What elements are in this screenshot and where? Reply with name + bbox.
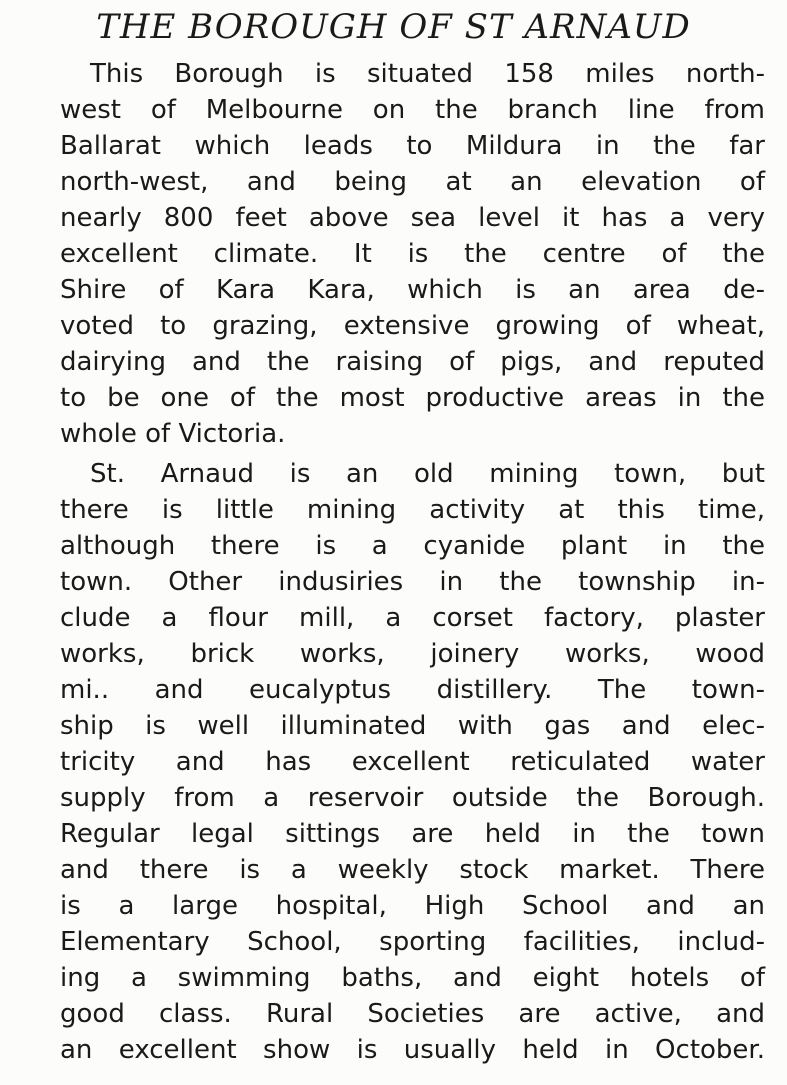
text-line: voted to grazing, extensive growing of wheat, <box>60 311 765 341</box>
text-line: supply from a reservoir outside the Borough. <box>60 783 765 813</box>
text-line: excellent climate. It is the centre of the <box>60 239 765 269</box>
text-line: nearly 800 feet above sea level it has a very <box>60 203 765 233</box>
text-line: west of Melbourne on the branch line from <box>60 95 765 125</box>
text-line: Regular legal sittings are held in the town <box>60 819 765 849</box>
text-line: This Borough is situated 158 miles north- <box>90 59 765 89</box>
paragraph-2 <box>30 456 765 1068</box>
text-line: dairying and the raising of pigs, and reputed <box>60 347 765 377</box>
text-line: north-west, and being at an elevation of <box>60 167 765 197</box>
text-line: St. Arnaud is an old mining town, but <box>90 459 765 489</box>
text-line: Elementary School, sporting facilities, includ- <box>60 927 765 957</box>
text-line: works, brick works, joinery works, wood <box>60 639 765 669</box>
article-body <box>30 56 765 1072</box>
text-line: tricity and has excellent reticulated water <box>60 747 765 777</box>
text-line: and there is a weekly stock market. There <box>60 855 765 885</box>
text-line: Ballarat which leads to Mildura in the far <box>60 131 765 161</box>
text-line: although there is a cyanide plant in the <box>60 531 765 561</box>
text-line: to be one of the most productive areas in the <box>60 383 765 413</box>
text-line: ship is well illuminated with gas and elec- <box>60 711 765 741</box>
text-line: town. Other indusiries in the township in- <box>60 567 765 597</box>
text-line: good class. Rural Societies are active, and <box>60 999 765 1029</box>
text-line: whole of Victoria. <box>60 419 286 449</box>
text-line: Shire of Kara Kara, which is an area de- <box>60 275 765 305</box>
paragraph-1 <box>30 56 765 452</box>
article-title: THE BOROUGH OF ST ARNAUD <box>96 7 691 47</box>
text-line: ing a swimming baths, and eight hotels of <box>60 963 765 993</box>
text-line: there is little mining activity at this time, <box>60 495 765 525</box>
text-line: clude a flour mill, a corset factory, plaster <box>60 603 765 633</box>
text-line: an excellent show is usually held in October. <box>60 1035 765 1065</box>
text-line: is a large hospital, High School and an <box>60 891 765 921</box>
text-line: mi.. and eucalyptus distillery. The town- <box>60 675 765 705</box>
